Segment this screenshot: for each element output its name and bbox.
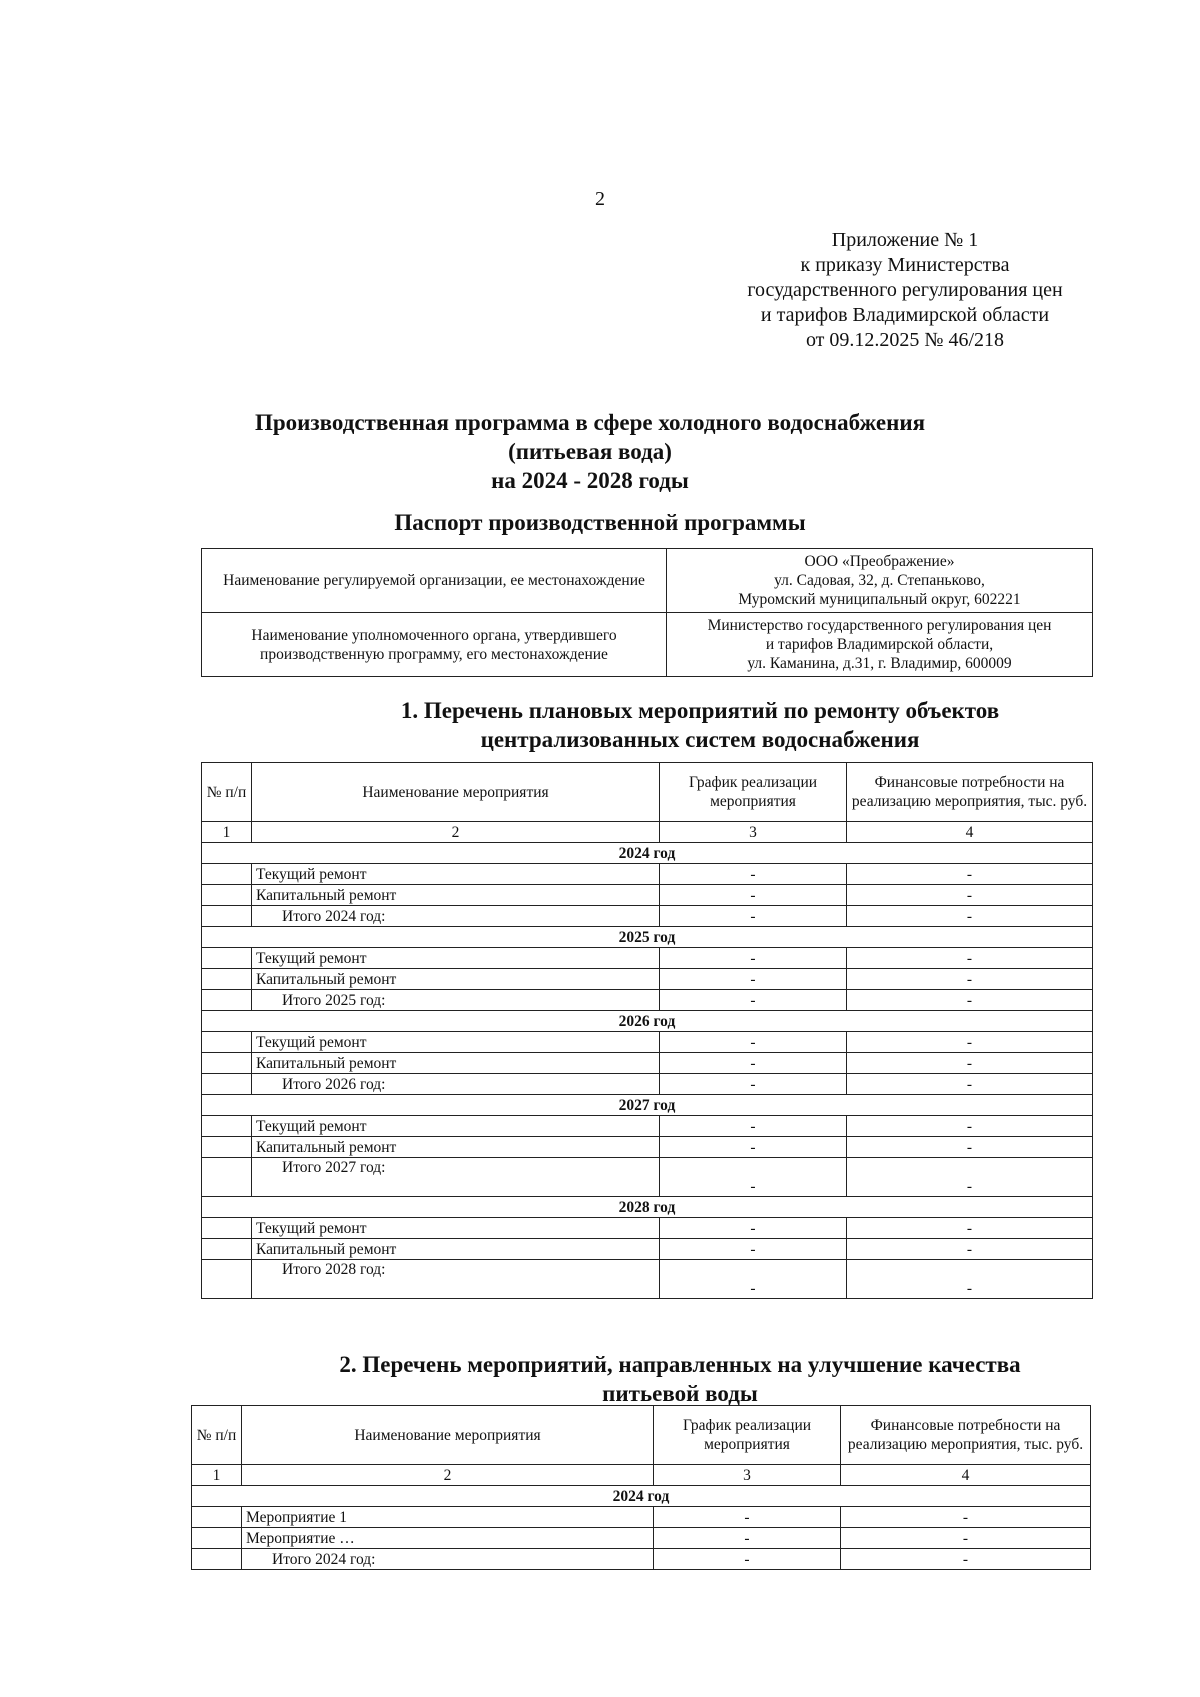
- row-number-cell: [192, 1507, 242, 1528]
- passport-value-line: ул. Садовая, 32, д. Степаньково,: [774, 572, 985, 589]
- finance-cell: -: [847, 864, 1093, 885]
- title-line: (питьевая вода): [508, 439, 672, 464]
- column-header: График реализации мероприятия: [654, 1406, 841, 1465]
- schedule-cell: -: [660, 1053, 847, 1074]
- measure-name: Итого 2026 год:: [252, 1074, 660, 1095]
- finance-cell: -: [841, 1528, 1091, 1549]
- year-label: 2024 год: [192, 1486, 1091, 1507]
- table-row: [202, 1116, 1093, 1137]
- finance-cell: -: [847, 1116, 1093, 1137]
- page-number: 2: [595, 188, 605, 210]
- title-line: на 2024 - 2028 годы: [491, 468, 689, 493]
- finance-cell: -: [847, 1158, 1093, 1197]
- appendix-note: [728, 228, 1082, 353]
- measure-name: Текущий ремонт: [252, 948, 660, 969]
- row-number-cell: [202, 1074, 252, 1095]
- header-row: [202, 763, 1093, 822]
- column-number: 1: [202, 822, 252, 843]
- schedule-cell: -: [660, 948, 847, 969]
- schedule-cell: -: [654, 1549, 841, 1570]
- table-row: [192, 1528, 1091, 1549]
- column-header: № п/п: [192, 1406, 242, 1465]
- column-number: 4: [841, 1465, 1091, 1486]
- finance-cell: -: [847, 1260, 1093, 1299]
- row-number-cell: [192, 1549, 242, 1570]
- year-row: [202, 1011, 1093, 1032]
- row-number-cell: [202, 1158, 252, 1197]
- year-label: 2028 год: [202, 1197, 1093, 1218]
- year-row: [192, 1486, 1091, 1507]
- total-row: [202, 1260, 1093, 1299]
- row-number-cell: [202, 1239, 252, 1260]
- schedule-cell: -: [660, 906, 847, 927]
- total-row: [202, 1074, 1093, 1095]
- schedule-cell: -: [660, 864, 847, 885]
- measure-name: Итого 2024 год:: [252, 906, 660, 927]
- finance-cell: -: [847, 1074, 1093, 1095]
- measure-name: Мероприятие 1: [242, 1507, 654, 1528]
- passport-row: [202, 549, 1093, 613]
- finance-cell: -: [847, 969, 1093, 990]
- passport-value-line: Муромский муниципальный округ, 602221: [738, 591, 1021, 608]
- schedule-cell: -: [660, 1239, 847, 1260]
- column-header: Наименование мероприятия: [252, 763, 660, 822]
- table-row: [192, 1507, 1091, 1528]
- document-title: [160, 408, 1020, 495]
- row-number-cell: [202, 1260, 252, 1299]
- row-number-cell: [202, 1218, 252, 1239]
- column-number-row: [202, 822, 1093, 843]
- schedule-cell: -: [660, 1260, 847, 1299]
- finance-cell: -: [841, 1549, 1091, 1570]
- passport-label: Наименование уполномоченного органа, утвердившего производственную программу, его местонахождение: [202, 613, 667, 677]
- finance-cell: -: [847, 1032, 1093, 1053]
- column-number: 1: [192, 1465, 242, 1486]
- year-row: [202, 843, 1093, 864]
- schedule-cell: -: [654, 1528, 841, 1549]
- schedule-cell: -: [660, 990, 847, 1011]
- total-row: [202, 906, 1093, 927]
- appendix-line: и тарифов Владимирской области: [760, 304, 1050, 326]
- row-number-cell: [202, 1053, 252, 1074]
- year-row: [202, 927, 1093, 948]
- passport-row: [202, 613, 1093, 677]
- schedule-cell: -: [660, 969, 847, 990]
- table-row: [202, 1239, 1093, 1260]
- year-label: 2026 год: [202, 1011, 1093, 1032]
- row-number-cell: [202, 885, 252, 906]
- passport-value-line: Министерство государственного регулирования цен: [707, 617, 1052, 634]
- passport-value-line: ул. Каманина, д.31, г. Владимир, 600009: [747, 655, 1012, 672]
- year-row: [202, 1197, 1093, 1218]
- schedule-cell: -: [654, 1507, 841, 1528]
- row-number-cell: [202, 864, 252, 885]
- finance-cell: -: [847, 948, 1093, 969]
- row-number-cell: [202, 990, 252, 1011]
- table-row: [202, 864, 1093, 885]
- measure-name: Капитальный ремонт: [252, 885, 660, 906]
- measure-name: Мероприятие …: [242, 1528, 654, 1549]
- column-header: Наименование мероприятия: [242, 1406, 654, 1465]
- table-row: [202, 1053, 1093, 1074]
- table-row: [202, 1218, 1093, 1239]
- appendix-line: к приказу Министерства: [800, 254, 1010, 276]
- finance-cell: -: [841, 1507, 1091, 1528]
- finance-cell: -: [847, 1137, 1093, 1158]
- appendix-line: государственного регулирования цен: [747, 279, 1063, 301]
- total-row: [202, 990, 1093, 1011]
- finance-cell: -: [847, 885, 1093, 906]
- measure-name: Капитальный ремонт: [252, 969, 660, 990]
- measure-name: Капитальный ремонт: [252, 1053, 660, 1074]
- row-number-cell: [202, 1116, 252, 1137]
- section-title-line: 2. Перечень мероприятий, направленных на улучшение качества: [339, 1352, 1021, 1377]
- passport-value-line: ООО «Преображение»: [804, 553, 955, 570]
- year-label: 2025 год: [202, 927, 1093, 948]
- section-title-line: централизованных систем водоснабжения: [480, 727, 920, 752]
- total-row: [192, 1549, 1091, 1570]
- measure-name: Капитальный ремонт: [252, 1239, 660, 1260]
- passport-table: [201, 548, 1093, 677]
- column-number: 2: [242, 1465, 654, 1486]
- schedule-cell: -: [660, 1218, 847, 1239]
- finance-cell: -: [847, 1239, 1093, 1260]
- finance-cell: -: [847, 1218, 1093, 1239]
- passport-value: [667, 613, 1093, 677]
- total-row: [202, 1158, 1093, 1197]
- passport-title: Паспорт производственной программы: [394, 510, 806, 535]
- measure-name: Текущий ремонт: [252, 1032, 660, 1053]
- table-row: [202, 1032, 1093, 1053]
- appendix-line: Приложение № 1: [831, 229, 979, 251]
- measure-name: Итого 2028 год:: [252, 1260, 660, 1299]
- column-header: График реализации мероприятия: [660, 763, 847, 822]
- column-number: 2: [252, 822, 660, 843]
- passport-value: [667, 549, 1093, 613]
- table-row: [202, 1137, 1093, 1158]
- finance-cell: -: [847, 906, 1093, 927]
- finance-cell: -: [847, 1053, 1093, 1074]
- repair-measures-table: [201, 762, 1093, 1299]
- year-row: [202, 1095, 1093, 1116]
- section-title-line: 1. Перечень плановых мероприятий по ремонту объектов: [400, 698, 1000, 723]
- schedule-cell: -: [660, 1074, 847, 1095]
- measure-name: Текущий ремонт: [252, 864, 660, 885]
- year-label: 2027 год: [202, 1095, 1093, 1116]
- year-label: 2024 год: [202, 843, 1093, 864]
- passport-value-line: и тарифов Владимирской области,: [765, 636, 994, 653]
- column-number: 4: [847, 822, 1093, 843]
- row-number-cell: [202, 948, 252, 969]
- table-row: [202, 885, 1093, 906]
- column-header: Финансовые потребности на реализацию мероприятия, тыс. руб.: [847, 763, 1093, 822]
- measure-name: Текущий ремонт: [252, 1116, 660, 1137]
- column-header: № п/п: [202, 763, 252, 822]
- header-row: [192, 1406, 1091, 1465]
- row-number-cell: [202, 969, 252, 990]
- column-number: 3: [654, 1465, 841, 1486]
- schedule-cell: -: [660, 1032, 847, 1053]
- schedule-cell: -: [660, 1116, 847, 1137]
- row-number-cell: [202, 1137, 252, 1158]
- section-title-line: питьевой воды: [602, 1381, 758, 1406]
- section2-title: [250, 1350, 1110, 1408]
- row-number-cell: [202, 1032, 252, 1053]
- column-number-row: [192, 1465, 1091, 1486]
- schedule-cell: -: [660, 885, 847, 906]
- table-row: [202, 969, 1093, 990]
- row-number-cell: [192, 1528, 242, 1549]
- column-header: Финансовые потребности на реализацию мероприятия, тыс. руб.: [841, 1406, 1091, 1465]
- row-number-cell: [202, 906, 252, 927]
- measure-name: Итого 2024 год:: [242, 1549, 654, 1570]
- appendix-line: от 09.12.2025 № 46/218: [805, 329, 1005, 351]
- table-row: [202, 948, 1093, 969]
- finance-cell: -: [847, 990, 1093, 1011]
- section1-title: [300, 696, 1100, 754]
- measure-name: Капитальный ремонт: [252, 1137, 660, 1158]
- water-quality-measures-table: [191, 1405, 1091, 1570]
- title-line: Производственная программа в сфере холодного водоснабжения: [254, 410, 926, 435]
- measure-name: Текущий ремонт: [252, 1218, 660, 1239]
- passport-label: Наименование регулируемой организации, ее местонахождение: [202, 549, 667, 613]
- column-number: 3: [660, 822, 847, 843]
- schedule-cell: -: [660, 1158, 847, 1197]
- schedule-cell: -: [660, 1137, 847, 1158]
- measure-name: Итого 2027 год:: [252, 1158, 660, 1197]
- measure-name: Итого 2025 год:: [252, 990, 660, 1011]
